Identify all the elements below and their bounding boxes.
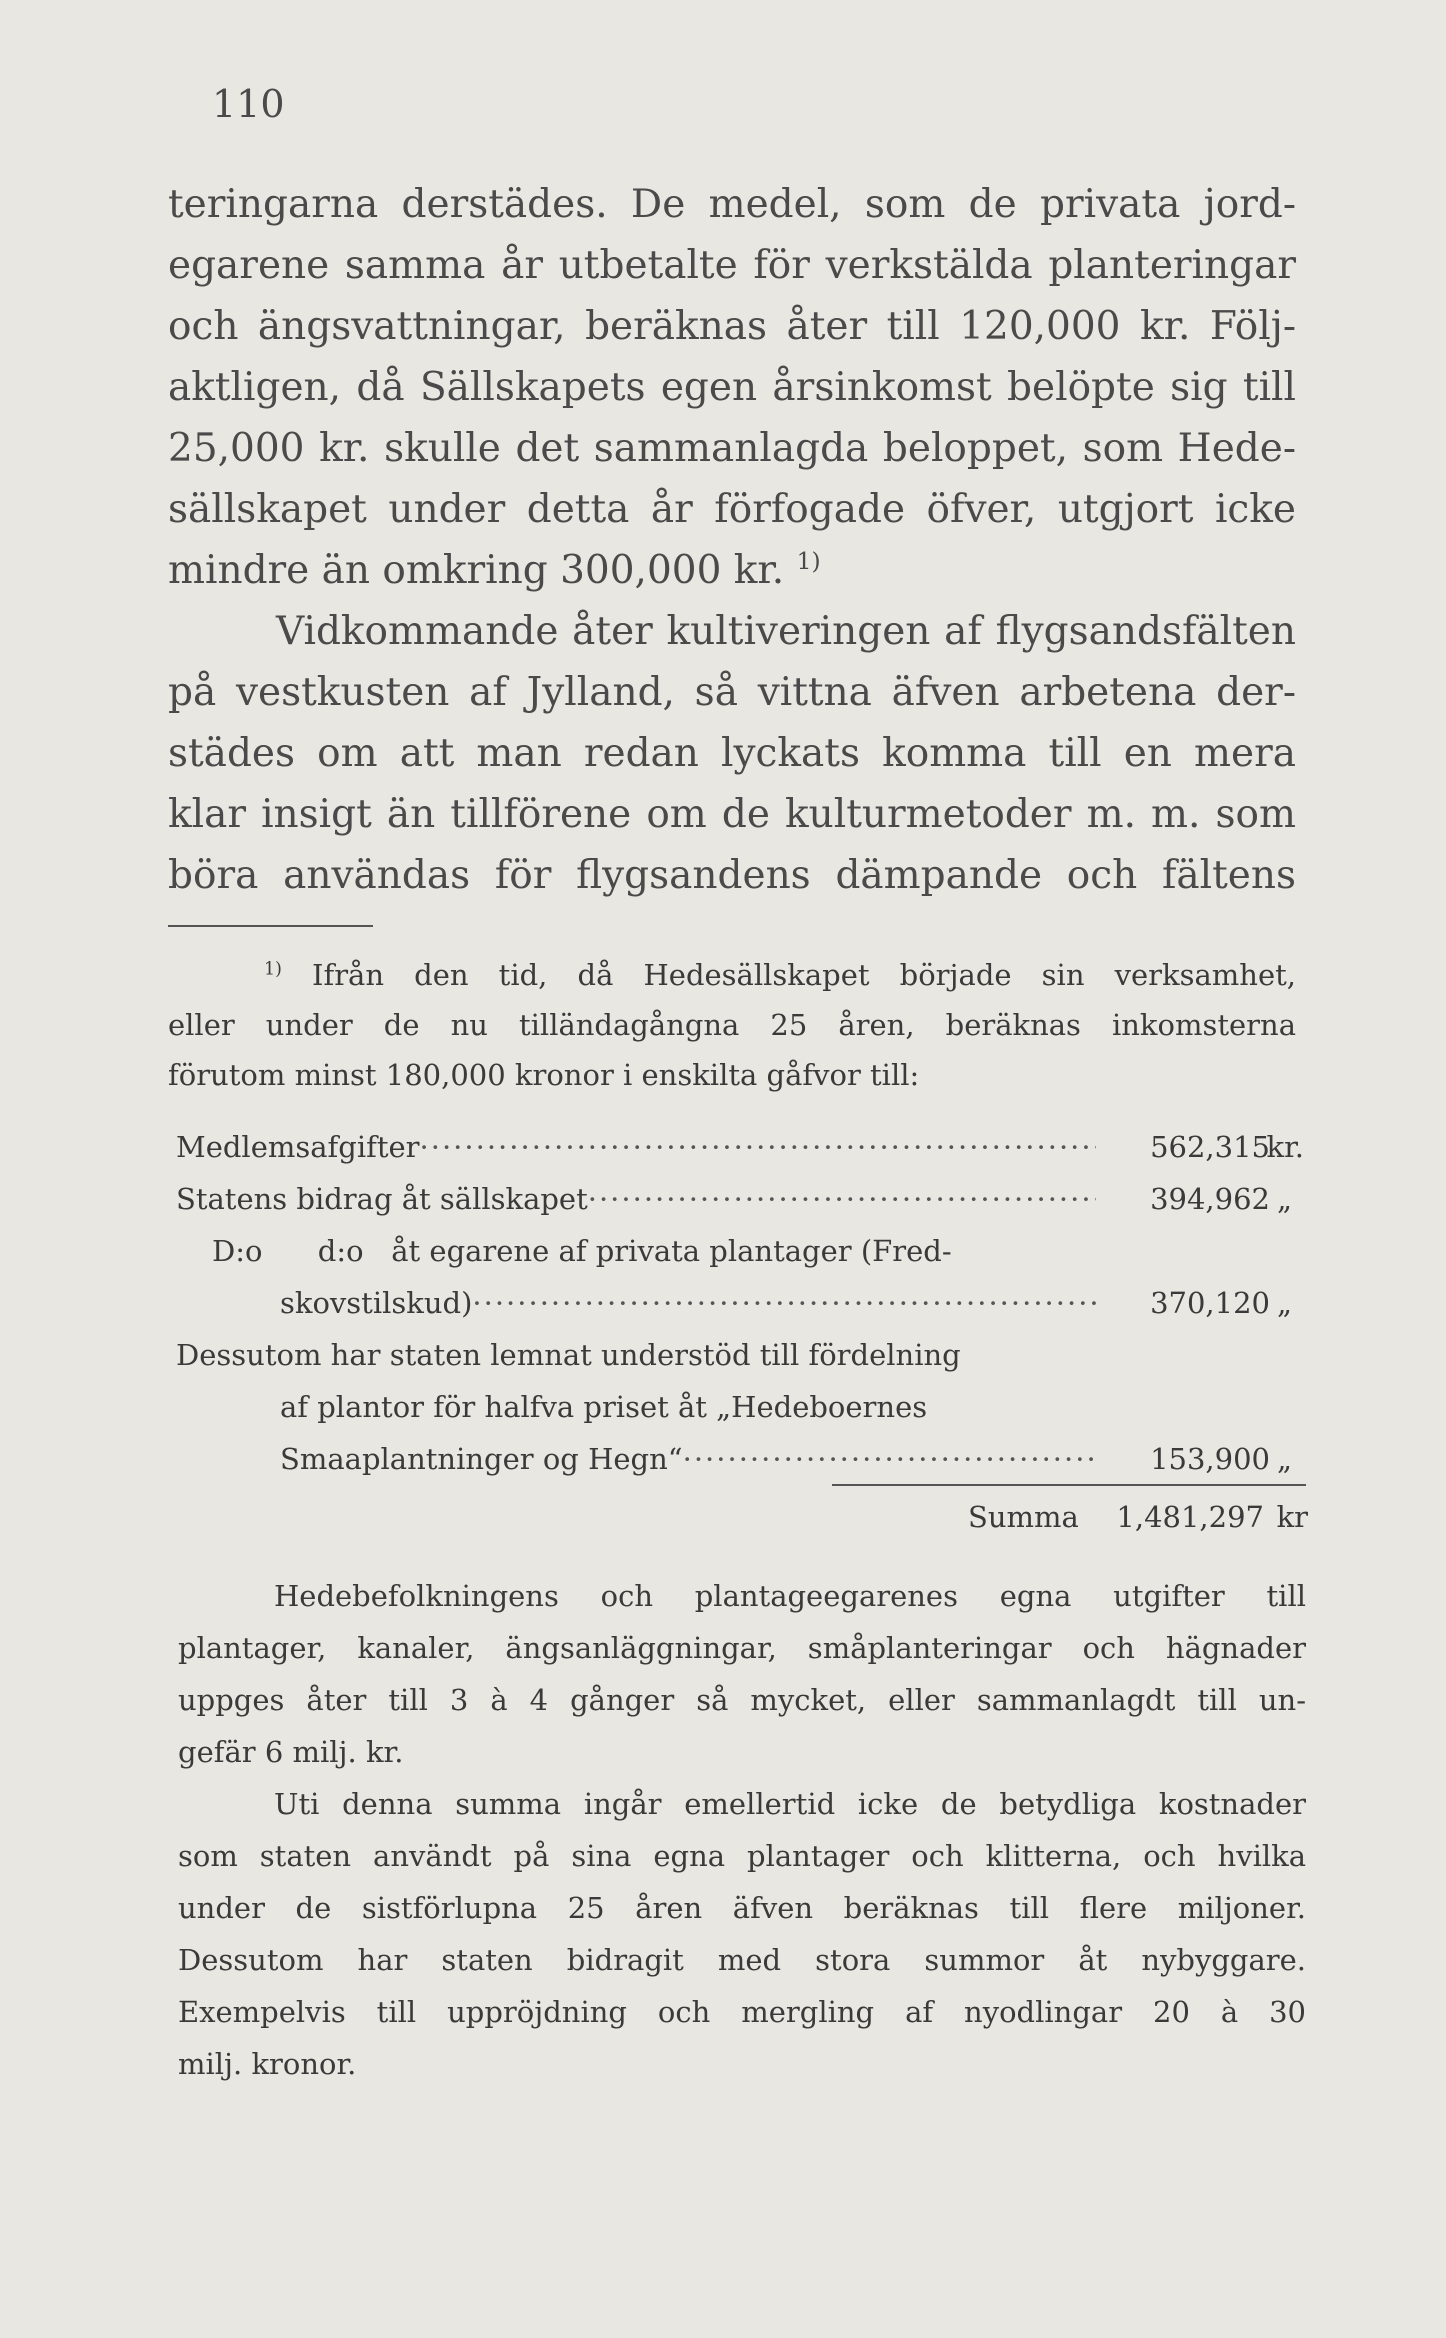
footnote-line: som staten användt på sina egna plantager och klitterna, och hvilka (178, 1839, 1306, 1873)
ledger-unit: kr. (1266, 1130, 1304, 1164)
ledger-label-text: Medlemsafgifter (176, 1130, 420, 1164)
footnote-line: under de sistförlupna 25 åren äfven beräknas till flere miljoner. (178, 1891, 1306, 1925)
ledger-label (280, 1442, 1096, 1476)
ledger-label-text: Smaaplantninger og Hegn“ (280, 1442, 683, 1476)
ledger-amount: 394,962 (1150, 1182, 1270, 1216)
page-number: 110 (212, 82, 285, 126)
total-unit: kr (1276, 1500, 1308, 1534)
ledger-row (176, 1130, 1304, 1182)
text-line: klar insigt än tillförene om de kulturmetoder m. m. som (168, 792, 1296, 837)
ledger-label-text: Statens bidrag åt sällskapet (176, 1182, 588, 1216)
footnote-line: eller under de nu tilländagångna 25 åren, beräknas inkomsterna (168, 1008, 1296, 1042)
ledger-unit: „ (1276, 1286, 1292, 1320)
footnote-line (168, 950, 1296, 1000)
ledger-row (176, 1286, 1304, 1338)
ledger-label (176, 1130, 1096, 1164)
sum-rule (832, 1484, 1306, 1486)
ledger-label: D:o d:o åt egarene af privata plantager (Fred- (212, 1234, 952, 1268)
ledger-label: Dessutom har staten lemnat understöd till fördelning (176, 1338, 961, 1372)
text-line: 25,000 kr. skulle det sammanlagda beloppet, som Hede- (168, 426, 1296, 471)
footnote-divider (168, 925, 373, 927)
text-line: på vestkusten af Jylland, så vittna äfven arbetena der- (168, 670, 1296, 715)
footnote-mark: 1) (796, 547, 821, 575)
text-line: sällskapet under detta år förfogade öfver, utgjort icke (168, 487, 1296, 532)
footnote-line: milj. kronor. (178, 2047, 357, 2081)
text-fragment: mindre än omkring 300,000 kr. (168, 548, 785, 593)
paragraph-1 (168, 174, 1296, 601)
text-line: och ängsvattningar, beräknas åter till 120,000 kr. Följ- (168, 304, 1296, 349)
total-amount: 1,481,297 (1116, 1500, 1264, 1534)
text-line: städes om att man redan lyckats komma till en mera (168, 731, 1296, 776)
footnote-line: Exempelvis till uppröjdning och mergling af nyodlingar 20 à 30 (178, 1995, 1306, 2029)
income-ledger (176, 1130, 1308, 1552)
text-line (168, 540, 1296, 601)
total-label: Summa (968, 1500, 1079, 1534)
footnote-line: Uti denna summa ingår emellertid icke de betydliga kostnader (274, 1787, 1306, 1821)
main-text (168, 174, 1296, 906)
footnote-line: gefär 6 milj. kr. (178, 1735, 404, 1769)
ledger-row (176, 1182, 1304, 1234)
text-line: teringarna derstädes. De medel, som de privata jord- (168, 182, 1296, 227)
ledger-row (176, 1234, 1304, 1286)
ledger-unit: „ (1276, 1182, 1292, 1216)
text-line: aktligen, då Sällskapets egen årsinkomst belöpte sig till (168, 365, 1296, 410)
ledger-label-text: skovstilskud) (280, 1286, 473, 1320)
text-line: egarene samma år utbetalte för verkstälda planteringar (168, 243, 1296, 288)
footnote-line: Hedebefolkningens och plantageegarenes egna utgifter till (274, 1579, 1306, 1613)
ledger-label (176, 1182, 1096, 1216)
footnote-mark: 1) (264, 959, 282, 980)
ledger-row (176, 1390, 1304, 1442)
footnote-paragraph (178, 1778, 1306, 2090)
footnote-paragraph (178, 1570, 1306, 1778)
text-line: böra användas för flygsandens dämpande och fältens (168, 853, 1296, 898)
footnote (168, 950, 1296, 1100)
text-line: Vidkommande åter kultiveringen af flygsandsfälten (276, 609, 1296, 654)
footnote-continuation (178, 1570, 1306, 2090)
ledger-label (280, 1286, 1096, 1320)
footnote-line: uppges åter till 3 à 4 gånger så mycket, eller sammanlagdt till un- (178, 1683, 1306, 1717)
ledger-label: af plantor för halfva priset åt „Hedeboernes (280, 1390, 928, 1424)
ledger-amount: 370,120 (1150, 1286, 1270, 1320)
ledger-amount: 562,315 (1150, 1130, 1270, 1164)
text-fragment: Ifrån den tid, då Hedesällskapet började sin verksamhet, (312, 958, 1297, 992)
footnote-line: plantager, kanaler, ängsanläggningar, småplanteringar och hägnader (178, 1631, 1306, 1665)
ledger-amount: 153,900 (1150, 1442, 1270, 1476)
ledger-row (176, 1442, 1304, 1494)
paragraph-2 (168, 601, 1296, 906)
ledger-unit: „ (1276, 1442, 1292, 1476)
footnote-line: Dessutom har staten bidragit med stora summor åt nybyggare. (178, 1943, 1306, 1977)
ledger-row (176, 1338, 1304, 1390)
ledger-total-row (176, 1500, 1308, 1552)
footnote-line: förutom minst 180,000 kronor i enskilta gåfvor till: (168, 1058, 920, 1092)
